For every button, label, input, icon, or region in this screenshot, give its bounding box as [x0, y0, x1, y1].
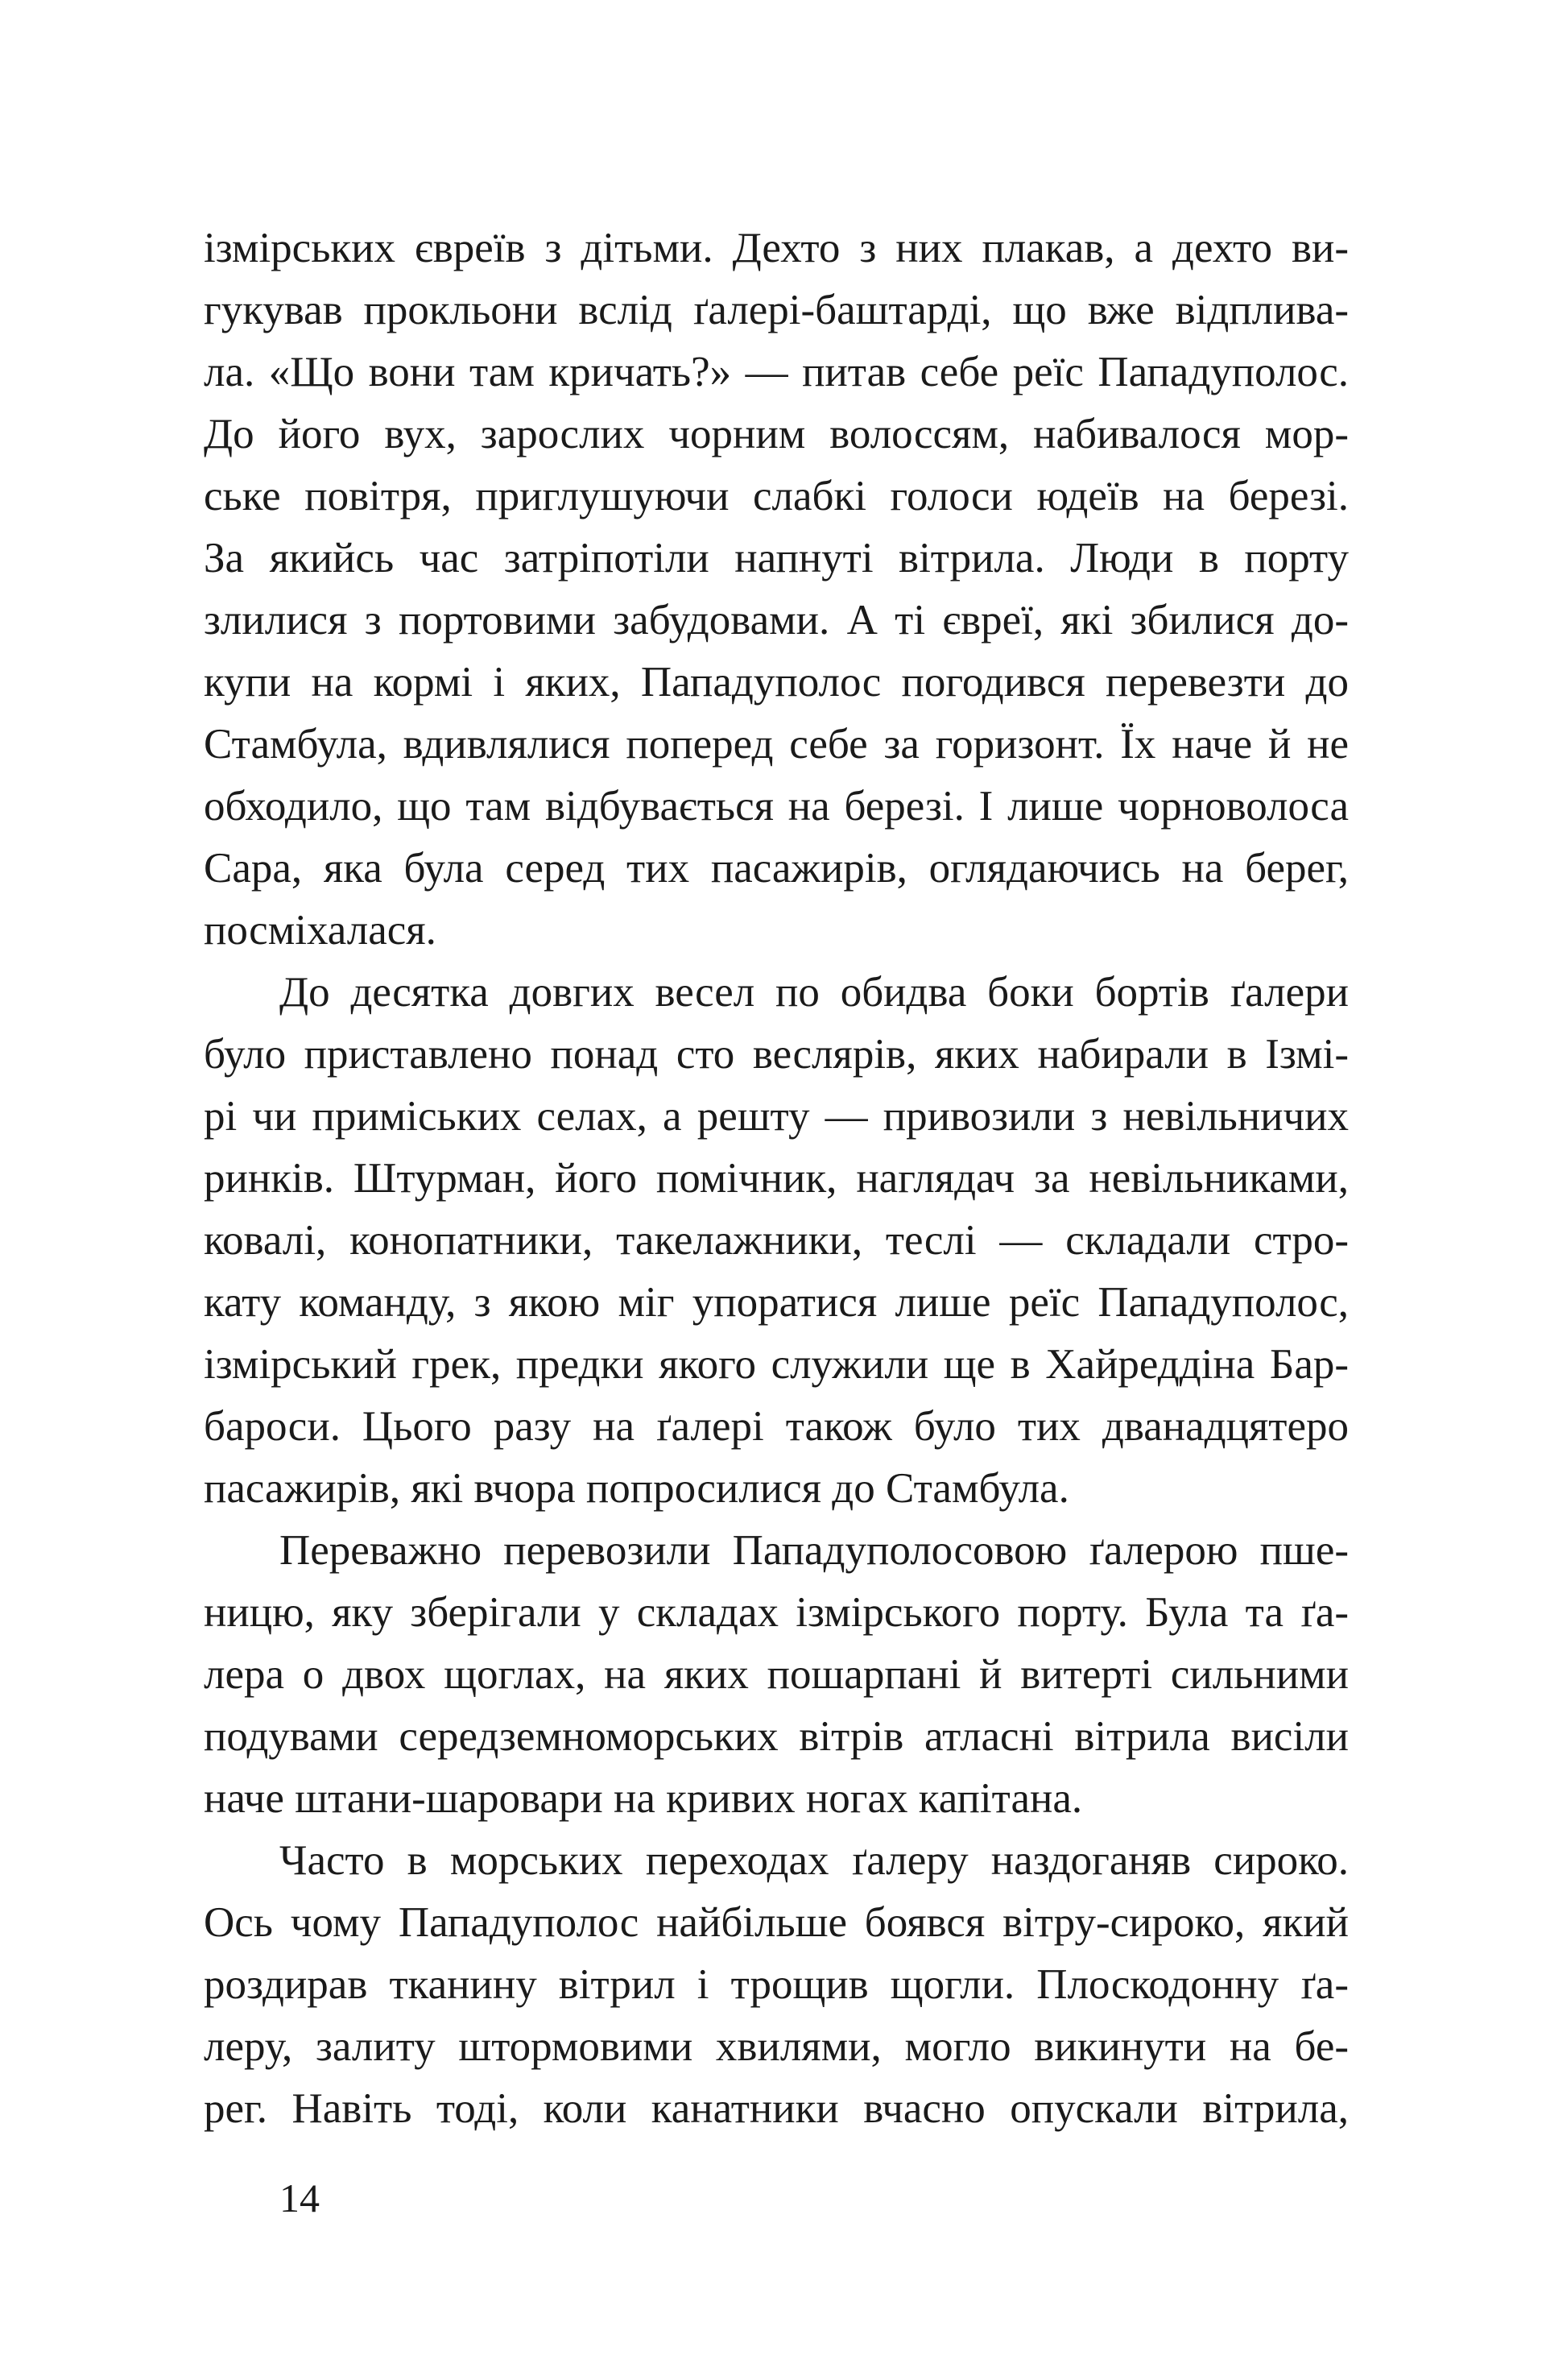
text-line: рі чи приміських селах, а решту — привозили з невільничих: [204, 1093, 1349, 1140]
page-body: [204, 217, 1349, 2140]
text-line: Часто в морських переходах ґалеру наздоганяв сироко.: [279, 1837, 1349, 1884]
text-line: купи на кормі і яких, Пападуполос погодився перевезти до: [204, 659, 1349, 706]
text-line: наче штани-шаровари на кривих ногах капітана.: [204, 1775, 1083, 1822]
text-line: ізмірський грек, предки якого служили ще в Хайреддіна Бар-: [204, 1341, 1349, 1388]
text-line: Ось чому Пападуполос найбільше боявся вітру-сироко, який: [204, 1899, 1349, 1946]
text-line: лера о двох щоглах, на яких пошарпані й витерті сильними: [204, 1651, 1349, 1698]
text-line: ське повітря, приглушуючи слабкі голоси юдеїв на березі.: [204, 473, 1349, 519]
text-line: леру, залиту штормовими хвилями, могло викинути на бе-: [204, 2023, 1349, 2070]
text-line: було приставлено понад сто веслярів, яких набирали в Ізмі-: [204, 1031, 1349, 1078]
text-line: пасажирів, які вчора попросилися до Стамбула.: [204, 1465, 1069, 1512]
text-line: До його вух, зарослих чорним волоссям, набивалося мор-: [204, 411, 1349, 457]
text-line: ницю, яку зберігали у складах ізмірського порту. Була та ґа-: [204, 1589, 1349, 1636]
text-line: ізмірських євреїв з дітьми. Дехто з них плакав, а дехто ви-: [204, 225, 1349, 271]
text-line: кату команду, з якою міг упоратися лише реїс Пападуполос,: [204, 1279, 1349, 1326]
text-line: До десятка довгих весел по обидва боки бортів ґалери: [279, 969, 1349, 1016]
text-line: гукував прокльони вслід ґалері-баштарді, що вже відплива-: [204, 287, 1349, 333]
text-line: ринків. Штурман, його помічник, наглядач за невільниками,: [204, 1155, 1349, 1202]
text-line: злилися з портовими забудовами. А ті євреї, які збилися до-: [204, 597, 1349, 644]
paragraph: [204, 217, 1349, 962]
text-line: обходило, що там відбувається на березі. І лише чорноволоса: [204, 783, 1349, 830]
page-number: 14: [279, 2175, 320, 2221]
paragraph: [204, 962, 1349, 1520]
text-line: За якийсь час затріпотіли напнуті вітрила. Люди в порту: [204, 535, 1349, 582]
text-line: роздирав тканину вітрил і трощив щогли. Плоскодонну ґа-: [204, 1961, 1349, 2008]
text-line: Сара, яка була серед тих пасажирів, оглядаючись на берег,: [204, 845, 1349, 892]
text-line: подувами середземноморських вітрів атласні вітрила висіли: [204, 1713, 1349, 1760]
text-line: Стамбула, вдивлялися поперед себе за горизонт. Їх наче й не: [204, 721, 1349, 768]
text-line: посміхалася.: [204, 907, 436, 954]
paragraph: [204, 1830, 1349, 2140]
text-line: рег. Навіть тоді, коли канатники вчасно опускали вітрила,: [204, 2085, 1349, 2132]
text-line: Переважно перевозили Пападуполосовою ґалерою пше-: [279, 1527, 1349, 1574]
paragraph: [204, 1520, 1349, 1830]
text-line: ла. «Що вони там кричать?» — питав себе реїс Пападуполос.: [204, 349, 1349, 395]
text-line: бароси. Цього разу на ґалері також було тих дванадцятеро: [204, 1403, 1349, 1450]
text-line: ковалі, конопатники, такелажники, теслі — складали стро-: [204, 1217, 1349, 1264]
